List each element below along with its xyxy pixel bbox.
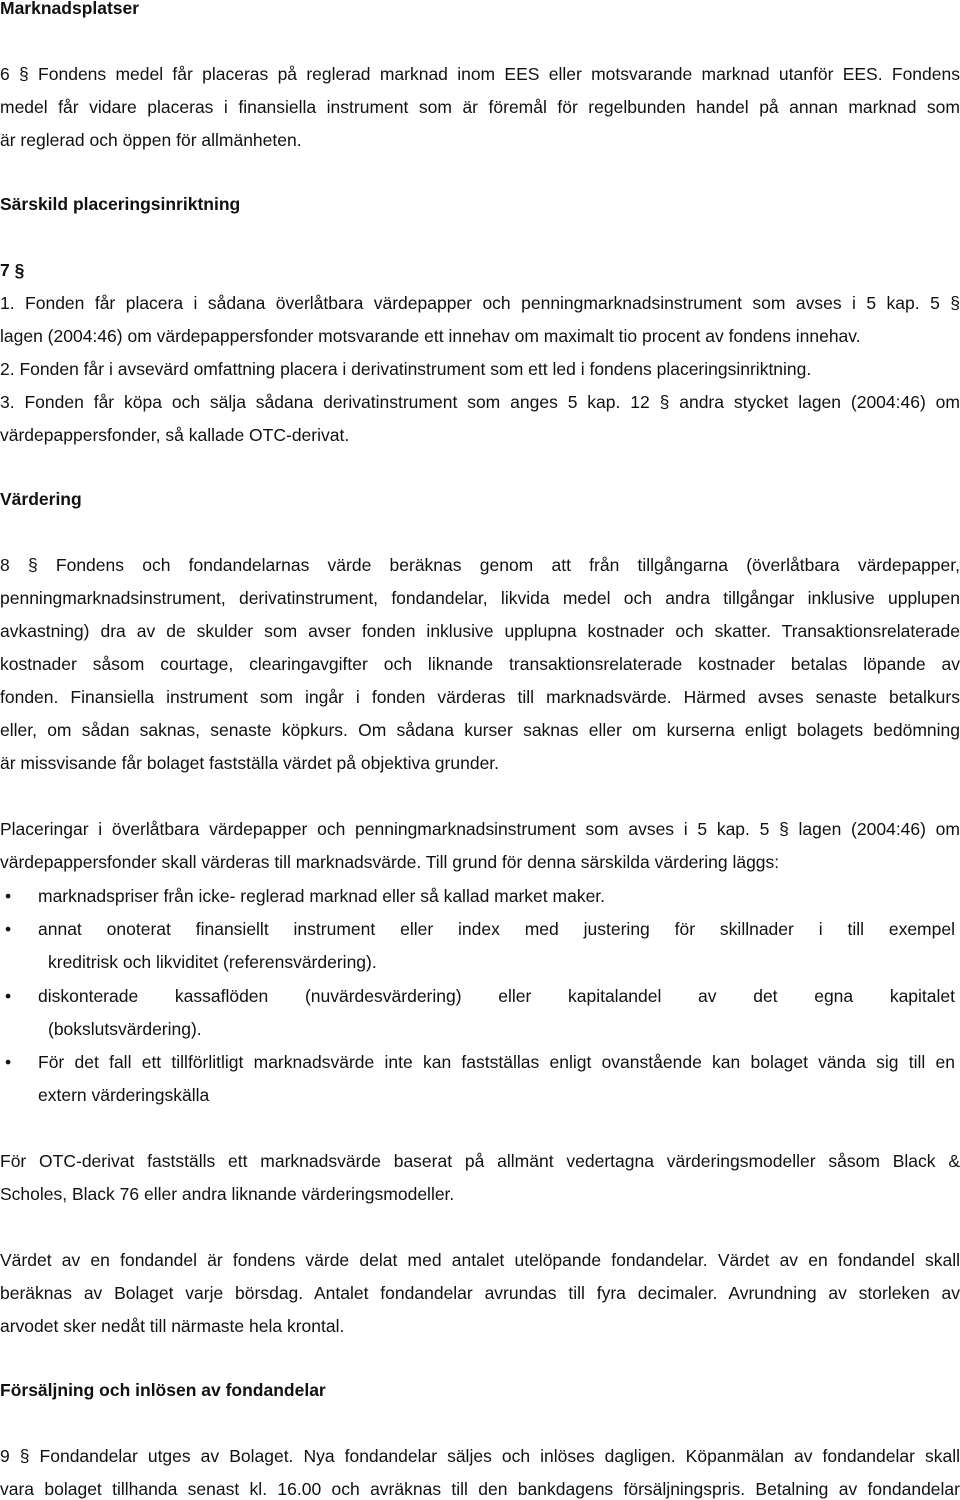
bullet-marker: • xyxy=(5,919,12,939)
paragraph-line: kostnader såsom courtage, clearingavgifter och liknande transaktionsrelaterade kostnader betalas löpande av xyxy=(0,654,960,674)
paragraph-line: För OTC-derivat fastställs ett marknadsvärde baserat på allmänt vedertagna värderingsmodeller såsom Black & xyxy=(0,1151,960,1171)
list-item: marknadspriser från icke- reglerad marknad eller så kallad market maker. xyxy=(38,886,606,906)
list-item: annat onoterat finansiellt instrument eller index med justering för skillnader i till exempel xyxy=(38,919,955,939)
paragraph-line: avkastning) dra av de skulder som avser fonden inklusive upplupna kostnader och skatter. Transaktionsrelaterade xyxy=(0,621,960,641)
paragraph-line: beräknas av Bolaget varje börsdag. Antalet fondandelar avrundas till fyra decimaler. Avrundning av storleken av xyxy=(0,1283,960,1303)
paragraph-line: värdepappersfonder, så kallade OTC-derivat. xyxy=(0,425,350,445)
bullet-marker: • xyxy=(5,1052,12,1072)
paragraph-line: 3. Fonden får köpa och sälja sådana derivatinstrument som anges 5 kap. 12 § andra stycket lagen (2004:46) om xyxy=(0,392,960,412)
paragraph-line: lagen (2004:46) om värdepappersfonder motsvarande ett innehav om maximalt tio procent av fondens innehav. xyxy=(0,326,861,346)
heading-forsaljning-och-inlosen: Försäljning och inlösen av fondandelar xyxy=(0,1380,326,1400)
section-number: 7 § xyxy=(0,260,25,280)
paragraph-line: medel får vidare placeras i finansiella instrument som är föremål för regelbunden handel på annan marknad som xyxy=(0,97,960,117)
paragraph-line: vara bolaget tillhanda senast kl. 16.00 och avräknas till den bankdagens försäljningspris. Betalning av fondandelar xyxy=(0,1479,960,1499)
paragraph-line: fonden. Finansiella instrument som ingår i fonden värderas till marknadsvärde. Härmed avses senaste betalkurs xyxy=(0,687,960,707)
paragraph-line: Värdet av en fondandel är fondens värde delat med antalet utelöpande fondandelar. Värdet av en fondandel skall xyxy=(0,1250,960,1270)
paragraph-line: 6 § Fondens medel får placeras på reglerad marknad inom EES eller motsvarande marknad utanför EES. Fondens xyxy=(0,64,960,84)
paragraph-line: Placeringar i överlåtbara värdepapper och penningmarknadsinstrument som avses i 5 kap. 5 § lagen (2004:46) om xyxy=(0,819,960,839)
heading-vardering: Värdering xyxy=(0,489,82,509)
paragraph-line: är missvisande får bolaget fastställa värdet på objektiva grunder. xyxy=(0,753,500,773)
paragraph-line: 9 § Fondandelar utges av Bolaget. Nya fondandelar säljes och inlöses dagligen. Köpanmälan av fondandelar skall xyxy=(0,1446,960,1466)
paragraph-line: 2. Fonden får i avsevärd omfattning placera i derivatinstrument som ett led i fondens placeringsinriktning. xyxy=(0,359,812,379)
list-item-continuation: kreditrisk och likviditet (referensvärdering). xyxy=(48,952,377,972)
paragraph-line: eller, om sådan saknas, senaste köpkurs. Om sådana kurser saknas eller om kurserna enligt bolagets bedömning xyxy=(0,720,960,740)
bullet-marker: • xyxy=(5,986,12,1006)
list-item: För det fall ett tillförlitligt marknadsvärde inte kan fastställas enligt ovanstående kan bolaget vända sig till en xyxy=(38,1052,955,1072)
bullet-marker: • xyxy=(5,886,12,906)
heading-sarskild-placeringsinriktning: Särskild placeringsinriktning xyxy=(0,194,241,214)
paragraph-line: penningmarknadsinstrument, derivatinstrument, fondandelar, likvida medel och andra tillgångar inklusive upplupen xyxy=(0,588,960,608)
paragraph-line: 1. Fonden får placera i sådana överlåtbara värdepapper och penningmarknadsinstrument som avses i 5 kap. 5 § xyxy=(0,293,960,313)
list-item-continuation: extern värderingskälla xyxy=(38,1085,210,1105)
paragraph-line: värdepappersfonder skall värderas till marknadsvärde. Till grund för denna särskilda värdering läggs: xyxy=(0,852,780,872)
heading-marknadsplatser: Marknadsplatser xyxy=(0,0,140,18)
paragraph-line: arvodet sker nedåt till närmaste hela krontal. xyxy=(0,1316,345,1336)
list-item-continuation: (bokslutsvärdering). xyxy=(48,1019,202,1039)
paragraph-line: är reglerad och öppen för allmänheten. xyxy=(0,130,302,150)
list-item: diskonterade kassaflöden (nuvärdesvärdering) eller kapitalandel av det egna kapitalet xyxy=(38,986,955,1006)
paragraph-line: 8 § Fondens och fondandelarnas värde beräknas genom att från tillgångarna (överlåtbara värdepapper, xyxy=(0,555,960,575)
paragraph-line: Scholes, Black 76 eller andra liknande värderingsmodeller. xyxy=(0,1184,455,1204)
